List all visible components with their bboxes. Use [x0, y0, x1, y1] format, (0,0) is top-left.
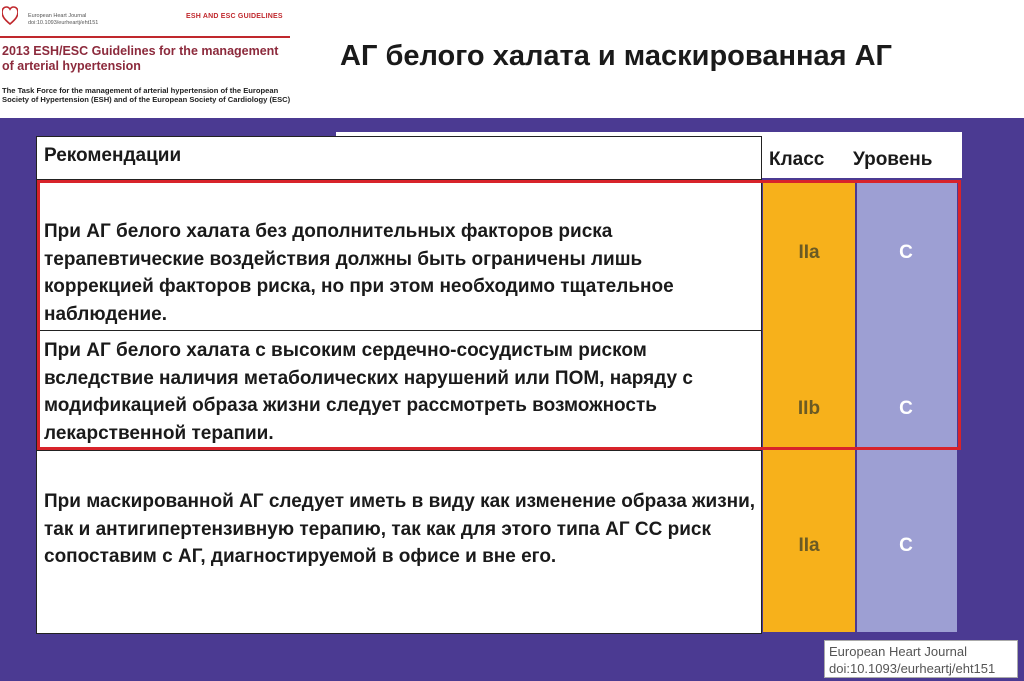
- header-divider: [0, 36, 290, 38]
- level-row-2: C: [899, 398, 913, 419]
- reference-box: [824, 640, 1018, 678]
- guideline-title: 2013 ESH/ESC Guidelines for the management of arterial hypertension: [2, 44, 279, 73]
- slide-title: АГ белого халата и маскированная АГ: [340, 40, 892, 72]
- recommendation-row-3: При маскированной АГ следует иметь в виду как изменение образа жизни, так и антигипертензивную терапию, так как для этого типа АГ СС риск сопоставим с АГ, диагностируемой в офисе и вне его.: [44, 491, 756, 567]
- recommendation-row-2: При АГ белого халата с высоким сердечно-сосудистым риском вследствие наличия метаболических нарушений или ПОМ, наряду с модификацией образа жизни следует рассмотреть возможность лекарственной терапии.: [44, 340, 693, 444]
- header-level: Уровень: [853, 149, 933, 170]
- highlight-frame: [37, 180, 961, 450]
- class-row-1: IIa: [798, 242, 820, 263]
- header-class: Класс: [769, 149, 825, 170]
- class-row-2: IIb: [797, 398, 821, 419]
- series-label: ESH AND ESC GUIDELINES: [186, 13, 283, 20]
- task-force-text: The Task Force for the management of arterial hypertension of the European Society of Hypertension (ESH) and of the European Society of Cardiology (ESC): [2, 86, 291, 104]
- header-recommendations: Рекомендации: [44, 145, 182, 166]
- reference-journal: European Heart Journal: [829, 644, 968, 659]
- journal-name: European Heart Journal doi:10.1093/eurheartj/eht151: [28, 13, 99, 26]
- level-row-3: C: [899, 535, 913, 556]
- row-divider: [36, 450, 762, 451]
- level-row-1: C: [899, 242, 913, 263]
- heart-logo-icon: [2, 6, 18, 26]
- reference-doi: doi:10.1093/eurheartj/eht151: [829, 661, 996, 676]
- recommendation-row-1: При АГ белого халата без дополнительных факторов риска терапевтические воздействия должны быть ограничены лишь коррекцией факторов риска, но при этом необходимо тщательное наблюдение.: [44, 221, 674, 325]
- journal-header: [0, 0, 296, 118]
- class-row-3: IIa: [798, 535, 820, 556]
